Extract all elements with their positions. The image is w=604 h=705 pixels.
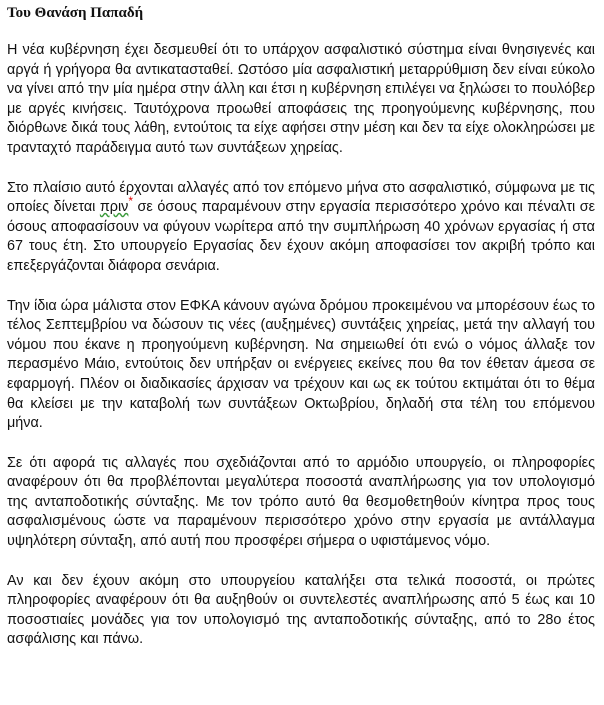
byline: Του Θανάση Παπαδή xyxy=(7,5,144,21)
paragraph-3: Την ίδια ώρα μάλιστα στον ΕΦΚΑ κάνουν αγώνα δρόμου προκειμένου να μπορέσουν έως το τέλος Σεπτεμβρίου να δώσουν τις νέες (αυξημένες) συντάξεις χηρείας, μετά την αλλαγή του νόμου που έκανε η προηγούμενη κυβέρνηση. Να σημειωθεί ότι ενώ ο νόμος άλλαξε τον περασμένο Μάιο, εντούτοις δεν υπήρξαν οι ενέργειες εκείνες που θα τον έθεταν άμεσα σε εφαρμογή. Πλέον οι διαδικασίες άρχισαν να τρέχουν και ως εκ τούτου εκτιμάται ότι το θέμα θα κλείσει με την καταβολή των συντάξεων Οκτωβρίου, δηλαδή στα τέλη του επόμενου μήνα. xyxy=(7,297,595,432)
paragraph-2-text-before: Στο πλαίσιο αυτό έρχονται αλλαγές από τον επόμενο μήνα στο ασφαλιστικό, σύμφωνα με τις οποίες δίνεται xyxy=(7,179,595,216)
spellcheck-flagged-word[interactable]: πριν xyxy=(99,199,129,216)
paragraph-1: Η νέα κυβέρνηση έχει δεσμευθεί ότι το υπάρχον ασφαλιστικό σύστημα είναι θνησιγενές και αργά ή γρήγορα θα αντικατασταθεί. Ωστόσο μία ασφαλιστική μεταρρύθμιση δεν είναι εύκολο να γίνει από την μία ημέρα στην άλλη και έτσι η κυβέρνηση επιλέγει να ξηλώσει το πουλόβερ με αργές κινήσεις. Ταυτόχρονα προωθεί αποφάσεις της προηγούμενης κυβέρνησης, που διόρθωνε δικά τους λάθη, εντούτοις τα είχε αφήσει στην μέση και δεν τα είχε ολοκληρώσει με τρανταχτό παράδειγμα αυτό των συντάξεων χηρείας. xyxy=(7,42,595,156)
article xyxy=(7,4,595,650)
paragraph-5: Αν και δεν έχουν ακόμη στο υπουργείου καταλήξει στα τελικά ποσοστά, οι πρώτες πληροφορίες αναφέρουν ότι θα αυξηθούν οι συντελεστές αναπλήρωσης από 5 έως και 10 ποσοστιαίες μονάδες για τον υπολογισμό της ανταποδοτικής σύνταξης, από το 28ο έτος ασφάλισης και πάνω. xyxy=(7,572,595,648)
asterisk-marker-icon: * xyxy=(128,194,134,209)
paragraph-2-text-after: σε όσους παραμένουν στην εργασία περισσότερο χρόνο και πέναλτι σε όσους αποφασίσουν να φύγουν νωρίτερα από την συμπλήρωση 40 χρόνων εργασίας ή στα 67 τους έτη. Στο υπουργείο Εργασίας δεν έχουν ακόμη αποφασίσει τον ακριβή τρόπο και επεξεργάζονται διάφορα σενάρια. xyxy=(7,199,595,274)
paragraph-4: Σε ότι αφορά τις αλλαγές που σχεδιάζονται από το αρμόδιο υπουργείο, οι πληροφορίες αναφέρουν ότι θα προβλέπονται μεγαλύτερα ποσοστά αναπλήρωσης για τον υπολογισμό της ανταποδοτικής σύνταξης. Με τον τρόπο αυτό θα θεσμοθετηθούν κίνητρα προς τους ασφαλισμένους ώστε να παραμένουν περισσότερο χρόνο στην εργασία με αντάλλαγμα υψηλότερη σύνταξη, από αυτή που προσφέρει σήμερα ο υφιστάμενος νόμο. xyxy=(7,454,595,550)
paragraph-2 xyxy=(7,179,595,277)
